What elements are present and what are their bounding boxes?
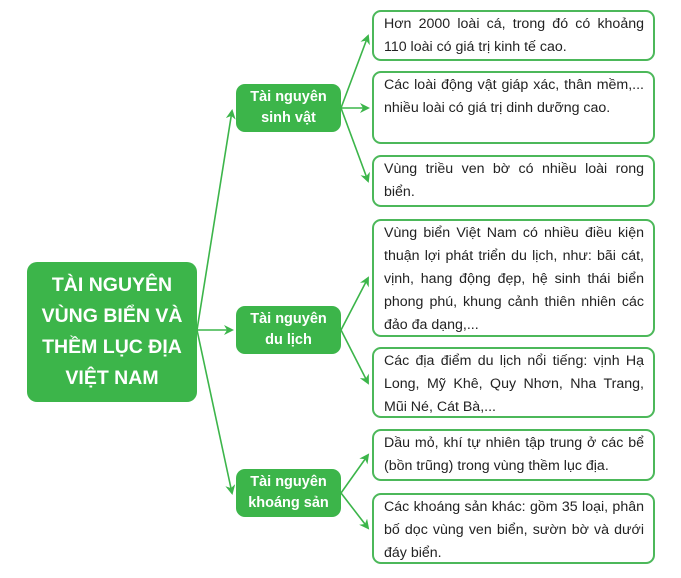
root-node [27, 262, 197, 402]
branch-node-sinh-vat [236, 84, 341, 132]
detail-text: Vùng biển Việt Nam có nhiều điều kiện thuận lợi phát triển du lịch, như: bãi cát, vịnh, hang động đẹp, hệ sinh thái biển phong phú, khung cảnh thiên nhiên các đảo đa dạng,... [384, 225, 644, 333]
detail-text: Vùng triều ven bờ có nhiều loài rong biển. [384, 161, 644, 200]
detail-text: Các địa điểm du lịch nổi tiếng: vịnh Hạ Long, Mỹ Khê, Quy Nhơn, Nha Trang, Mũi Né, Cát Bà,... [384, 353, 644, 415]
detail-text: Hơn 2000 loài cá, trong đó có khoảng 110 loài có giá trị kinh tế cao. [384, 16, 644, 55]
branch-label: Tài nguyên khoáng sản [248, 474, 329, 511]
root-label: TÀI NGUYÊN VÙNG BIỂN VÀ THỀM LỤC ĐỊA VIỆT NAM [41, 274, 183, 389]
detail-box-tourism-conditions [372, 219, 655, 337]
detail-text: Các khoáng sản khác: gồm 35 loại, phân bố dọc vùng ven biển, sườn bờ và dưới đáy biển. [384, 499, 644, 561]
detail-text: Dầu mỏ, khí tự nhiên tập trung ở các bể (bồn trũng) trong vùng thềm lục địa. [384, 435, 644, 474]
detail-text: Các loài động vật giáp xác, thân mềm,... nhiều loài có giá trị dinh dưỡng cao. [384, 77, 644, 116]
detail-box-seaweed [372, 155, 655, 207]
branch-node-khoang-san [236, 469, 341, 517]
branch-label: Tài nguyên du lịch [250, 311, 327, 348]
detail-box-other-minerals [372, 493, 655, 564]
branch-label: Tài nguyên sinh vật [250, 89, 327, 126]
detail-box-shellfish [372, 71, 655, 144]
detail-box-tourism-places [372, 347, 655, 418]
branch-node-du-lich [236, 306, 341, 354]
detail-box-oil-gas [372, 429, 655, 481]
detail-box-fish [372, 10, 655, 61]
